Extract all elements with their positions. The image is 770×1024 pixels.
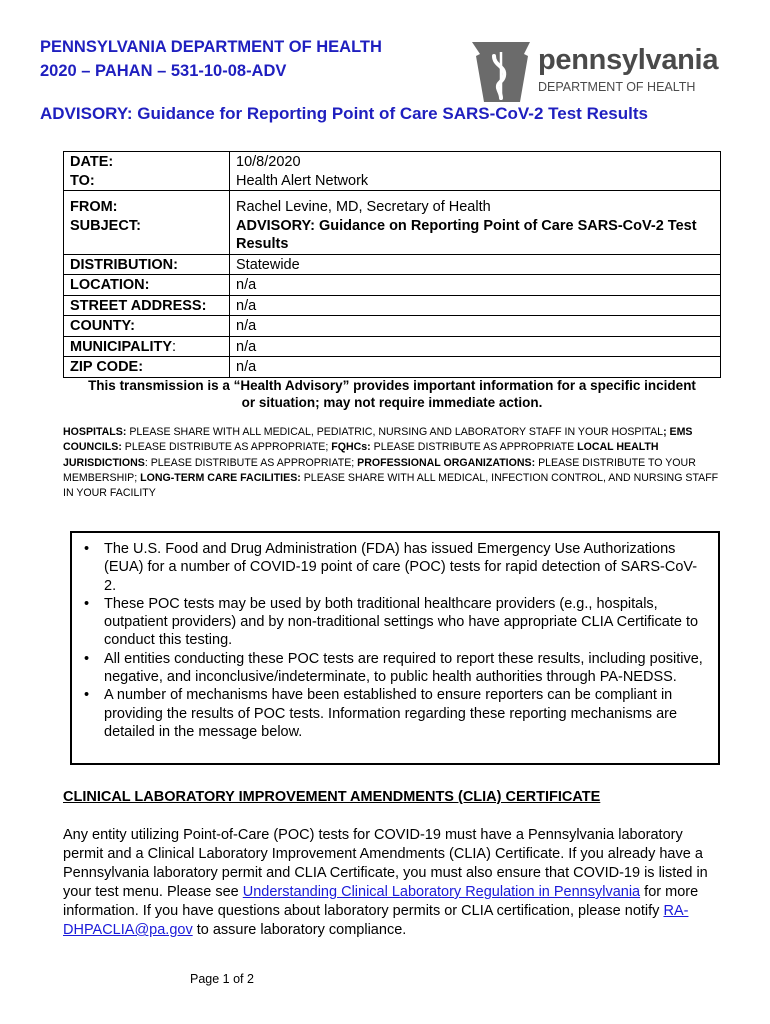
distribution-instructions bbox=[63, 425, 723, 501]
clia-email-link[interactable]: RA-DHPACLIA@pa.gov bbox=[63, 903, 689, 938]
table-row bbox=[64, 191, 721, 255]
ems-text: PLEASE DISTRIBUTE AS APPROPRIATE; bbox=[121, 441, 332, 454]
from-label: FROM: bbox=[70, 199, 118, 215]
list-item: • The U.S. Food and Drug Administration (FDA) has issued Emergency Use Authorizations (EUA) for a number of COVID-19 point of care (POC) tests for rapid detection of SARS-CoV-2. bbox=[84, 541, 698, 594]
fqhc-label: FQHCs: bbox=[331, 441, 371, 454]
location-label: LOCATION: bbox=[64, 275, 230, 296]
hospitals-text: PLEASE SHARE WITH ALL MEDICAL, PEDIATRIC, NURSING AND LABORATORY STAFF IN YOUR HOSPITAL bbox=[126, 426, 664, 438]
county-value: n/a bbox=[230, 316, 721, 337]
county-label: COUNTY: bbox=[64, 316, 230, 337]
prof-org-label: PROFESSIONAL ORGANIZATIONS: bbox=[357, 456, 536, 469]
hospitals-label: HOSPITALS: bbox=[63, 426, 127, 438]
distribution-value: Statewide bbox=[230, 254, 721, 275]
logo-wordmark: pennsylvania bbox=[538, 44, 719, 76]
ltc-text: PLEASE SHARE WITH ALL MEDICAL, INFECTION CONTROL, AND NURSING STAFF IN YOUR FACILITY bbox=[63, 471, 719, 500]
prof-org-text: PLEASE DISTRIBUTE TO YOUR MEMBERSHIP; bbox=[63, 456, 696, 484]
table-row bbox=[64, 357, 721, 378]
location-value: n/a bbox=[230, 275, 721, 296]
bullet-icon: • bbox=[84, 595, 90, 612]
table-row bbox=[64, 275, 721, 296]
clia-section-heading: CLINICAL LABORATORY IMPROVEMENT AMENDMENTS (CLIA) CERTIFICATE bbox=[63, 789, 601, 805]
street-address-label: STREET ADDRESS: bbox=[64, 295, 230, 316]
notice-line-2: or situation; may not require immediate action. bbox=[241, 395, 543, 410]
to-value: Health Alert Network bbox=[236, 172, 369, 189]
advisory-title: ADVISORY: Guidance for Reporting Point of Care SARS-CoV-2 Test Results bbox=[40, 104, 648, 123]
header-line-1: PENNSYLVANIA DEPARTMENT OF HEALTH bbox=[40, 38, 382, 56]
table-row bbox=[64, 295, 721, 316]
table-row bbox=[64, 254, 721, 275]
date-label: DATE: bbox=[70, 154, 114, 170]
municipality-colon: : bbox=[172, 338, 177, 355]
page-number: Page 1 of 2 bbox=[190, 972, 254, 986]
notice-line-1: This transmission is a “Health Advisory” provides important information for a specific incident bbox=[88, 378, 696, 393]
lhj-text: : PLEASE DISTRIBUTE AS APPROPRIATE; bbox=[144, 456, 358, 469]
clia-paragraph: Any entity utilizing Point-of-Care (POC) tests for COVID-19 must have a Pennsylvania laboratory permit and a Clinical Laboratory Improvement Amendments (CLIA) Certificate. If you already have a Pennsylvania laboratory permit and CLIA Certificate, you must also ensure that COVID-19 is listed in your test menu. Please see Understanding Clinical Laboratory Regulation in Pennsylvania for more information. If you have questions about laboratory permits or CLIA certification, please notify RA-DHPACLIA@pa.gov to assure laboratory compliance. bbox=[63, 827, 708, 938]
subject-value: ADVISORY: Guidance on Reporting Point of Care SARS-CoV-2 Test Results bbox=[236, 217, 697, 252]
municipality-value: n/a bbox=[230, 336, 721, 357]
distribution-label: DISTRIBUTION: bbox=[64, 254, 230, 275]
summary-box bbox=[70, 531, 720, 765]
from-value: Rachel Levine, MD, Secretary of Health bbox=[236, 199, 491, 215]
table-row bbox=[64, 336, 721, 357]
table-row bbox=[64, 316, 721, 337]
bullet-icon: • bbox=[84, 687, 90, 704]
ltc-label: LONG-TERM CARE FACILITIES: bbox=[140, 471, 301, 484]
subject-label: SUBJECT: bbox=[70, 217, 141, 234]
date-value: 10/8/2020 bbox=[236, 154, 301, 170]
street-address-value: n/a bbox=[230, 295, 721, 316]
summary-list bbox=[72, 533, 718, 741]
zip-code-label: ZIP CODE: bbox=[64, 357, 230, 378]
zip-code-value: n/a bbox=[230, 357, 721, 378]
bullet-icon: • bbox=[84, 650, 90, 667]
list-item: • All entities conducting these POC tests are required to report these results, including positive, negative, and inconclusive/indeterminate, to public health authorities through PA-NEDSS. bbox=[84, 650, 703, 686]
health-advisory-notice bbox=[63, 377, 721, 411]
keystone-icon bbox=[470, 42, 532, 102]
bullet-icon: • bbox=[84, 541, 90, 557]
fqhc-text: PLEASE DISTRIBUTE AS APPROPRIATE bbox=[370, 441, 578, 454]
list-item: • These POC tests may be used by both traditional healthcare providers (e.g., hospitals, outpatient providers) and by non-traditional settings who have appropriate CLIA Certificate to conduct this testing. bbox=[84, 595, 699, 649]
list-item: • A number of mechanisms have been established to ensure reporters can be compliant in providing the results of POC tests. Information regarding these reporting mechanisms are detailed in the message below. bbox=[84, 687, 678, 740]
table-row bbox=[64, 152, 721, 191]
lhj-label: LOCAL HEALTH JURISDICTIONS bbox=[63, 441, 659, 469]
clia-regulation-link[interactable]: Understanding Clinical Laboratory Regulation in Pennsylvania bbox=[242, 884, 641, 900]
header-line-2: 2020 – PAHAN – 531-10-08-ADV bbox=[40, 62, 287, 80]
ems-label: ; EMS COUNCILS: bbox=[63, 426, 693, 454]
municipality-label: MUNICIPALITY bbox=[70, 338, 173, 355]
logo-department: DEPARTMENT OF HEALTH bbox=[538, 80, 696, 94]
advisory-info-table bbox=[63, 151, 721, 378]
pa-doh-logo bbox=[470, 42, 719, 102]
to-label: TO: bbox=[70, 172, 95, 189]
